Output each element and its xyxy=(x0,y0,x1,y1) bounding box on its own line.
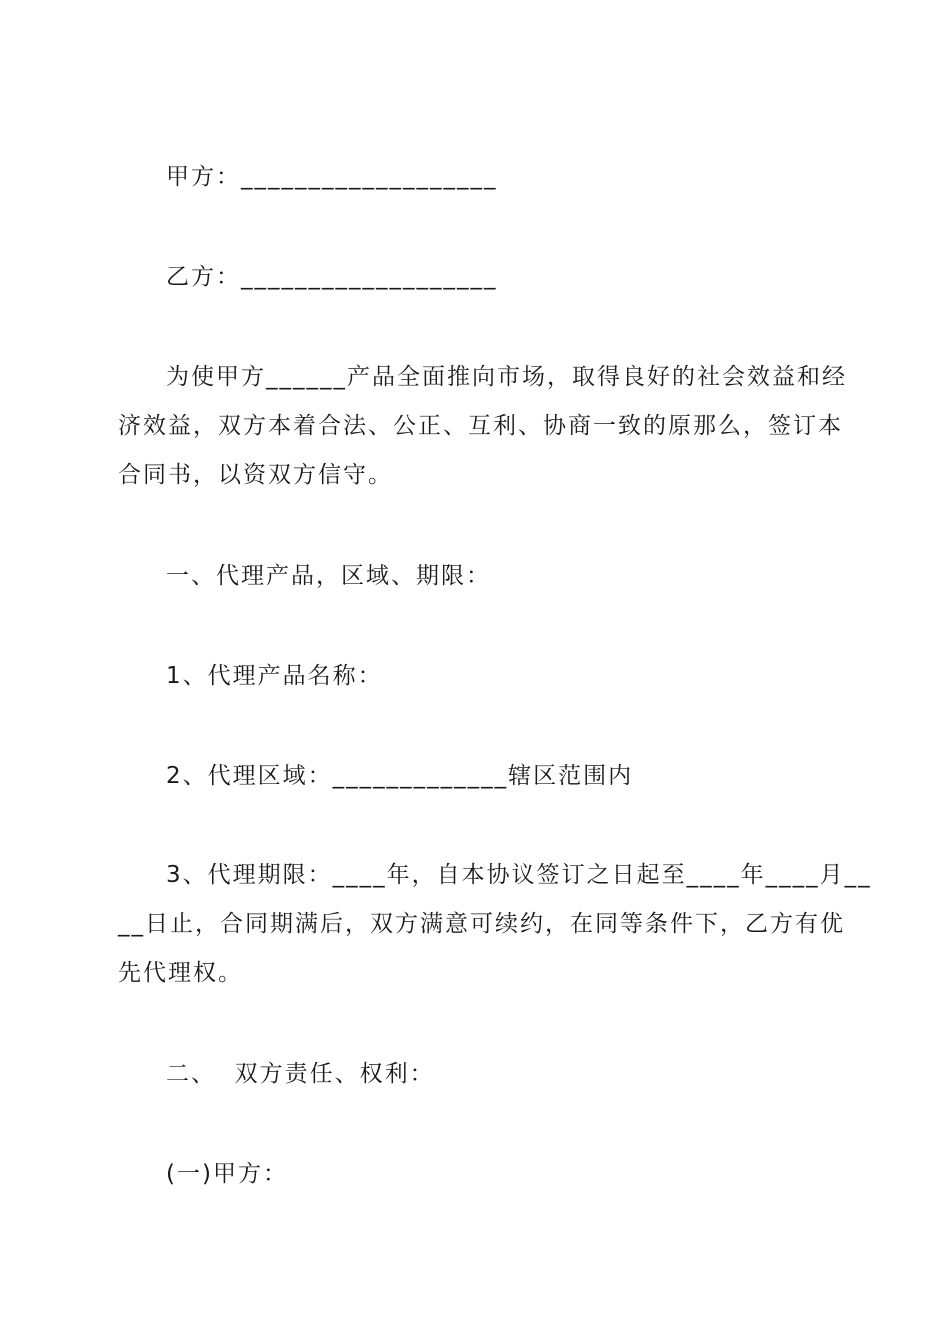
subsection-party-a-heading: (一)甲方： xyxy=(166,1161,288,1187)
party-a-line: 甲方：___________________ xyxy=(166,164,498,190)
intro-paragraph-line-3: 合同书，以资双方信守。 xyxy=(118,462,393,488)
party-b-line: 乙方：___________________ xyxy=(166,264,498,290)
item-1-product-name: 1、代理产品名称： xyxy=(166,663,383,689)
item-2-region: 2、代理区域：_____________辖区范围内 xyxy=(166,763,634,789)
section-1-heading: 一、代理产品，区域、期限： xyxy=(166,563,491,589)
item-3-term-line-1: 3、代理期限：____年，自本协议签订之日起至____年____月__ xyxy=(166,862,872,888)
item-3-term-line-2: __日止，合同期满后，双方满意可续约，在同等条件下，乙方有优 xyxy=(118,911,845,937)
intro-paragraph-line-2: 济效益，双方本着合法、公正、互利、协商一致的原那么，签订本 xyxy=(118,413,843,439)
item-3-term-line-3: 先代理权。 xyxy=(118,960,243,986)
intro-paragraph-line-1: 为使甲方______产品全面推向市场，取得良好的社会效益和经 xyxy=(166,364,847,390)
section-2-heading: 二、 双方责任、权利： xyxy=(166,1061,435,1087)
